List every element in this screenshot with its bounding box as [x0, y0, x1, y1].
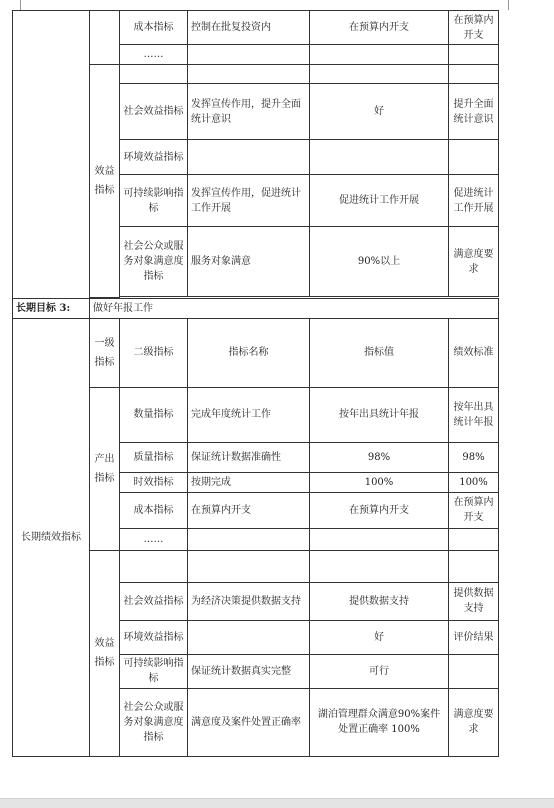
indicator-name-cell: 控制在批复投资内	[188, 11, 310, 45]
level2-cell: 可持续影响指标	[120, 175, 188, 227]
table-row	[13, 318, 499, 387]
header-level2-cell: 二级指标	[120, 318, 188, 387]
level2-cell: 成本指标	[120, 492, 188, 528]
table-row	[13, 11, 499, 45]
empty-cell	[120, 550, 188, 582]
standard-cell: 提升全面统计意识	[449, 84, 499, 140]
empty-cell	[449, 45, 499, 65]
level2-cell: 社会效益指标	[120, 582, 188, 620]
indicator-value-cell: 在预算内开支	[310, 492, 449, 528]
indicator-name-cell: 按期完成	[188, 472, 310, 492]
empty-cell	[449, 550, 499, 582]
empty-cell	[188, 550, 310, 582]
indicator-name-cell: 保证统计数据准确性	[188, 442, 310, 472]
empty-cell	[449, 140, 499, 175]
level2-cell: 可持续影响指标	[120, 654, 188, 688]
crop-mark	[508, 0, 509, 10]
empty-cell	[310, 528, 449, 550]
empty-cell	[449, 528, 499, 550]
level1-benefit-cell: 效益指标	[90, 65, 120, 298]
empty-cell	[310, 140, 449, 175]
indicator-value-cell: 按年出具统计年报	[310, 387, 449, 442]
level1-benefit-cell: 效益指标	[90, 550, 120, 756]
empty-cell	[449, 65, 499, 84]
indicator-value-cell: 好	[310, 84, 449, 140]
standard-cell: 98%	[449, 442, 499, 472]
table-row	[13, 298, 499, 318]
indicator-name-cell: 满意度及案件处置正确率	[188, 688, 310, 756]
indicator-name-cell: 发挥宣传作用，提升全面统计意识	[188, 84, 310, 140]
section2-label-cell: 长期绩效指标	[13, 318, 90, 756]
indicator-name-cell: 为经济决策提供数据支持	[188, 582, 310, 620]
standard-cell: 在预算内开支	[449, 11, 499, 45]
indicator-name-cell: 发挥宣传作用，促进统计工作开展	[188, 175, 310, 227]
standard-cell: 按年出具统计年报	[449, 387, 499, 442]
indicator-value-cell: 好	[310, 620, 449, 654]
header-name-cell: 指标名称	[188, 318, 310, 387]
indicator-value-cell: 100%	[310, 472, 449, 492]
empty-cell	[188, 620, 310, 654]
standard-cell: 提供数据支持	[449, 582, 499, 620]
header-level1-cell: 一级指标	[90, 318, 120, 387]
section1-label-cell	[13, 11, 90, 299]
standard-cell: 100%	[449, 472, 499, 492]
indicator-value-cell: 可行	[310, 654, 449, 688]
empty-cell	[449, 654, 499, 688]
standard-cell: 在预算内开支	[449, 492, 499, 528]
indicator-value-cell: 促进统计工作开展	[310, 175, 449, 227]
empty-cell	[188, 528, 310, 550]
standard-cell: 评价结果	[449, 620, 499, 654]
indicator-value-cell: 提供数据支持	[310, 582, 449, 620]
standard-cell: 促进统计工作开展	[449, 175, 499, 227]
header-standard-cell: 绩效标准	[449, 318, 499, 387]
empty-cell	[188, 140, 310, 175]
empty-cell	[188, 45, 310, 65]
performance-table	[12, 10, 499, 757]
level2-cell: 社会公众或服务对象满意度指标	[120, 227, 188, 297]
crop-mark	[20, 0, 21, 10]
header-value-cell: 指标值	[310, 318, 449, 387]
indicator-name-cell: 完成年度统计工作	[188, 387, 310, 442]
indicator-value-cell: 湖泊管理群众满意90%案件处置正确率 100%	[310, 688, 449, 756]
empty-cell	[310, 550, 449, 582]
empty-cell	[310, 45, 449, 65]
level2-cell: 成本指标	[120, 11, 188, 45]
level2-cell: 社会公众或服务对象满意度指标	[120, 688, 188, 756]
standard-cell: 满意度要求	[449, 227, 499, 297]
goal3-text-cell: 做好年报工作	[90, 298, 499, 318]
ellipsis-cell: ……	[120, 528, 188, 550]
level2-cell: 数量指标	[120, 387, 188, 442]
goal3-label-cell: 长期目标 3:	[13, 298, 90, 318]
indicator-value-cell: 98%	[310, 442, 449, 472]
indicator-value-cell: 90%以上	[310, 227, 449, 297]
standard-cell: 满意度要求	[449, 688, 499, 756]
level2-cell: 环境效益指标	[120, 620, 188, 654]
level2-cell: 社会效益指标	[120, 84, 188, 140]
indicator-name-cell: 服务对象满意	[188, 227, 310, 297]
indicator-name-cell: 保证统计数据真实完整	[188, 654, 310, 688]
empty-cell	[310, 65, 449, 84]
indicator-name-cell: 在预算内开支	[188, 492, 310, 528]
level2-cell: 质量指标	[120, 442, 188, 472]
level1-output-cell: 产出指标	[90, 387, 120, 550]
ellipsis-cell: ……	[120, 45, 188, 65]
indicator-value-cell: 在预算内开支	[310, 11, 449, 45]
empty-cell	[120, 65, 188, 84]
section1-output-group-cell	[90, 11, 120, 65]
empty-cell	[188, 65, 310, 84]
level2-cell: 环境效益指标	[120, 140, 188, 175]
level2-cell: 时效指标	[120, 472, 188, 492]
